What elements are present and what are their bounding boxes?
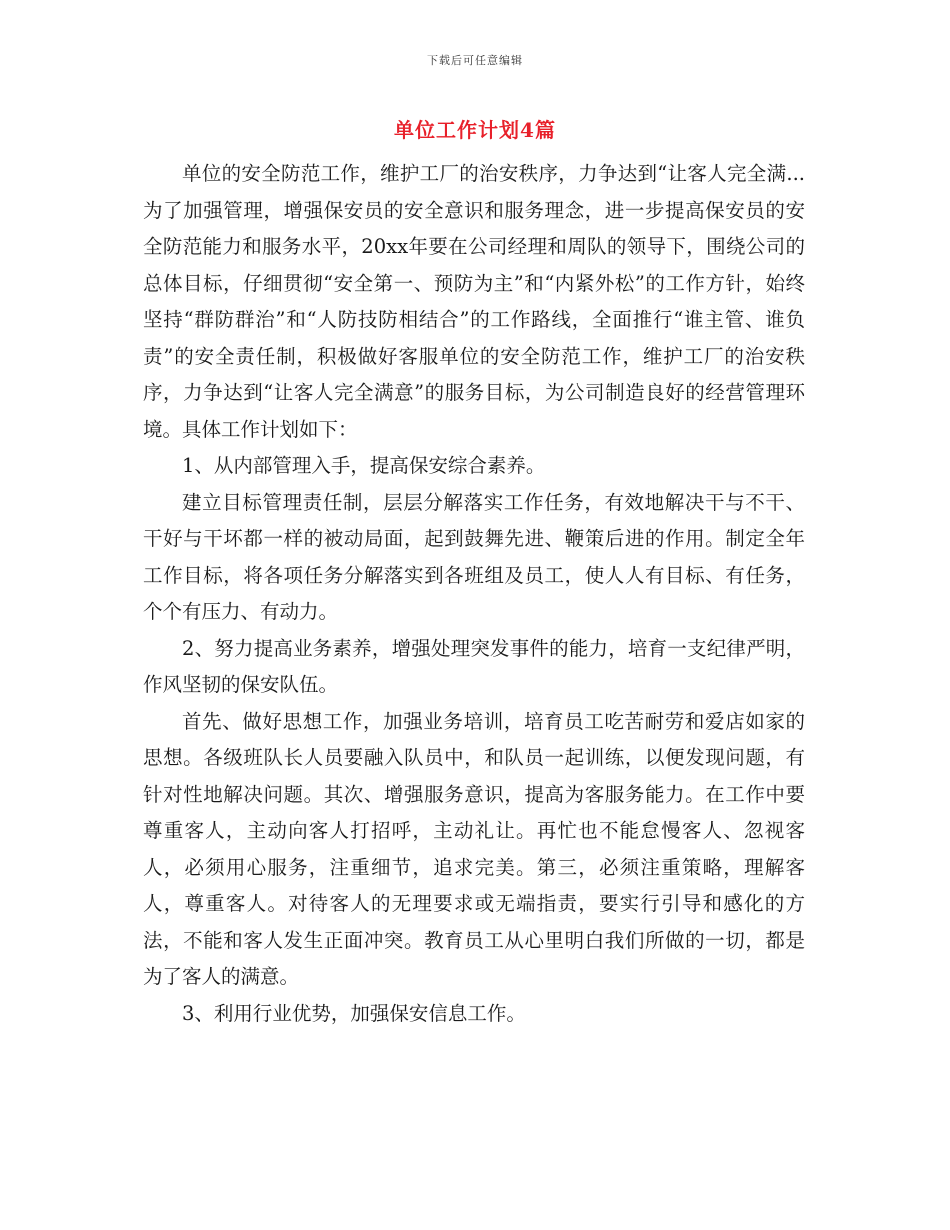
paragraph-body-2: 首先、做好思想工作，加强业务培训，培育员工吃苦耐劳和爱店如家的思想。各级班队长人员要融入队员中，和队员一起训练，以便发现问题，有针对性地解决问题。其次、增强服务意识，提高为客服务能力。在工作中要尊重客人，主动向客人打招呼，主动礼让。再忙也不能怠慢客人、忽视客人，必须用心服务，注重细节，追求完美。第三，必须注重策略，理解客人，尊重客人。对待客人的无理要求或无端指责，要实行引导和感化的方法，不能和客人发生正面冲突。教育员工从心里明白我们所做的一切，都是为了客人的满意。 (143, 709, 805, 988)
paragraph-heading-3: 3、利用行业优势，加强保安信息工作。 (182, 1001, 526, 1025)
document-title: 单位工作计划4篇 (394, 118, 556, 142)
paragraph-body-1: 建立目标管理责任制，层层分解落实工作任务，有效地解决干与不干、干好与干坏都一样的被动局面，起到鼓舞先进、鞭策后进的作用。制定全年工作目标，将各项任务分解落实到各班组及员工，使人人有目标、有任务，个个有压力、有动力。 (143, 490, 805, 623)
page-header-note: 下载后可任意编辑 (427, 54, 523, 67)
document-body (143, 156, 805, 1032)
paragraph-heading-2: 2、努力提高业务素养，增强处理突发事件的能力，培育一支纪律严明，作风坚韧的保安队伍。 (143, 636, 805, 696)
paragraph-heading-1: 1、从内部管理入手，提高保安综合素养。 (182, 454, 546, 477)
paragraph-intro: 单位的安全防范工作，维护工厂的治安秩序，力争达到“让客人完全满...为了加强管理，增强保安员的安全意识和服务理念，进一步提高保安员的安全防范能力和服务水平，20xx年要在公司经理和周队的领导下，围绕公司的总体目标，仔细贯彻“安全第一、预防为主”和“内紧外松”的工作方针，始终坚持“群防群治”和“人防技防相结合”的工作路线，全面推行“谁主管、谁负责”的安全责任制，积极做好客服单位的安全防范工作，维护工厂的治安秩序，力争达到“让客人完全满意”的服务目标，为公司制造良好的经营管理环境。具体工作计划如下： (143, 162, 805, 441)
